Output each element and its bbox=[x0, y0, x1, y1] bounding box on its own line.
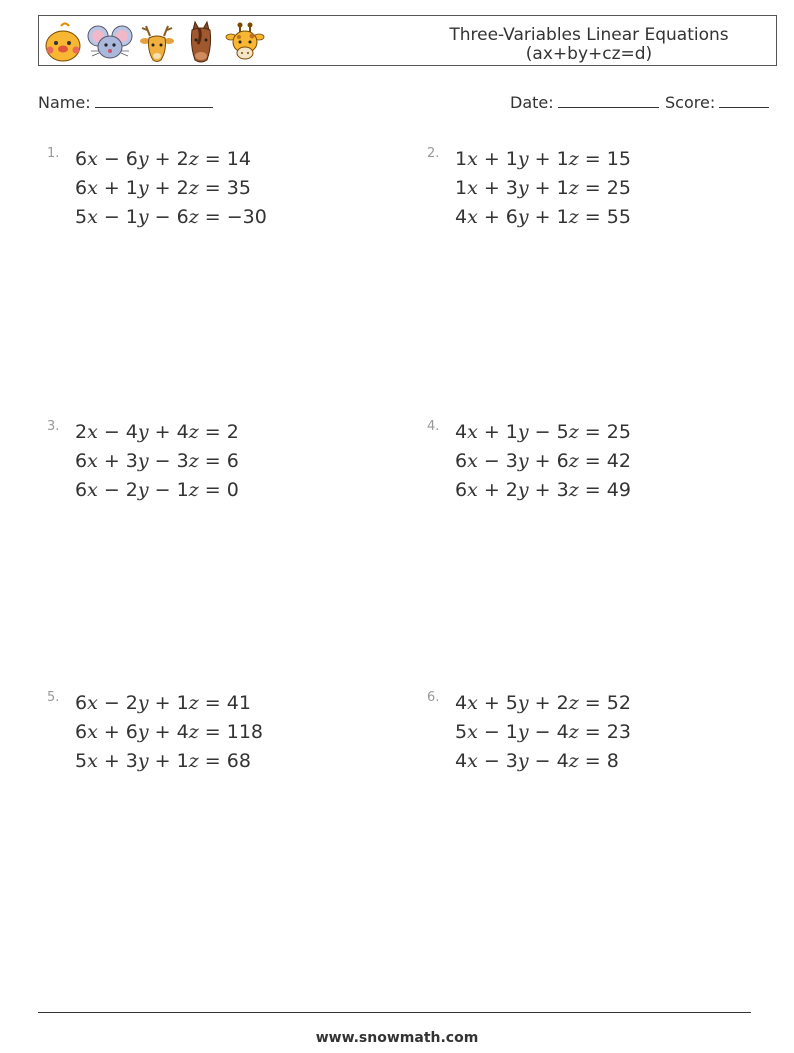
term: = 49 bbox=[578, 479, 631, 501]
term: + 1 bbox=[148, 692, 189, 714]
name-field bbox=[38, 93, 213, 112]
equation bbox=[455, 177, 631, 206]
equation bbox=[455, 206, 631, 235]
date-blank bbox=[558, 93, 659, 108]
variable: x bbox=[87, 177, 98, 199]
problem-number: 2. bbox=[427, 146, 440, 161]
variable: z bbox=[568, 721, 579, 743]
variable: y bbox=[137, 721, 149, 743]
term: − 3 bbox=[477, 450, 518, 472]
term: + 4 bbox=[148, 421, 189, 443]
variable: y bbox=[137, 750, 149, 772]
term: = 15 bbox=[578, 148, 631, 170]
term: + 2 bbox=[477, 479, 518, 501]
name-blank bbox=[95, 93, 213, 108]
term: − 5 bbox=[528, 421, 569, 443]
term: 6 bbox=[75, 479, 88, 501]
term: + 2 bbox=[148, 148, 189, 170]
term: − 2 bbox=[97, 479, 138, 501]
term: + 5 bbox=[477, 692, 518, 714]
equation bbox=[75, 148, 251, 177]
footer-site: www.snowmath.com bbox=[315, 1030, 479, 1046]
term: = 23 bbox=[578, 721, 631, 743]
variable: y bbox=[517, 148, 529, 170]
term: − 1 bbox=[477, 721, 518, 743]
term: = 42 bbox=[578, 450, 631, 472]
term: = −30 bbox=[198, 206, 267, 228]
variable: y bbox=[517, 692, 529, 714]
equation bbox=[75, 479, 239, 508]
variable: z bbox=[568, 479, 579, 501]
equation bbox=[75, 750, 251, 779]
mouse-icon bbox=[87, 20, 133, 64]
variable: y bbox=[517, 450, 529, 472]
term: + 3 bbox=[528, 479, 569, 501]
term: − 4 bbox=[528, 750, 569, 772]
variable: x bbox=[467, 450, 478, 472]
problem-number: 3. bbox=[47, 419, 60, 434]
term: + 1 bbox=[528, 177, 569, 199]
problem-6 bbox=[427, 690, 787, 930]
term: + 1 bbox=[97, 177, 138, 199]
chick-icon bbox=[43, 20, 83, 64]
variable: y bbox=[517, 177, 529, 199]
variable: x bbox=[87, 692, 98, 714]
variable: y bbox=[137, 692, 149, 714]
variable: x bbox=[87, 479, 98, 501]
term: + 2 bbox=[148, 177, 189, 199]
giraffe-icon bbox=[225, 20, 265, 64]
worksheet-title-block bbox=[439, 26, 739, 64]
term: = 25 bbox=[578, 421, 631, 443]
term: 6 bbox=[455, 450, 468, 472]
variable: z bbox=[568, 450, 579, 472]
equation bbox=[75, 692, 251, 721]
equation bbox=[455, 692, 631, 721]
term: + 3 bbox=[97, 450, 138, 472]
term: = 118 bbox=[198, 721, 264, 743]
variable: x bbox=[87, 450, 98, 472]
worksheet-title: Three-Variables Linear Equations bbox=[449, 25, 729, 45]
term: = 55 bbox=[578, 206, 631, 228]
problem-2 bbox=[427, 146, 787, 386]
problem-number: 1. bbox=[47, 146, 60, 161]
variable: x bbox=[87, 206, 98, 228]
variable: z bbox=[568, 692, 579, 714]
variable: y bbox=[137, 206, 149, 228]
variable: z bbox=[568, 148, 579, 170]
term: − 1 bbox=[148, 479, 189, 501]
term: 4 bbox=[455, 421, 468, 443]
footer-divider bbox=[38, 1012, 751, 1013]
variable: z bbox=[568, 177, 579, 199]
variable: z bbox=[188, 450, 199, 472]
term: − 6 bbox=[97, 148, 138, 170]
term: 2 bbox=[75, 421, 88, 443]
term: + 6 bbox=[97, 721, 138, 743]
worksheet-header bbox=[38, 15, 777, 66]
term: + 1 bbox=[528, 148, 569, 170]
variable: x bbox=[467, 148, 478, 170]
term: 4 bbox=[455, 692, 468, 714]
problem-number: 5. bbox=[47, 690, 60, 705]
term: − 4 bbox=[528, 721, 569, 743]
term: + 1 bbox=[477, 148, 518, 170]
variable: x bbox=[467, 750, 478, 772]
name-label: Name: bbox=[38, 93, 91, 112]
equation bbox=[455, 750, 619, 779]
equation bbox=[75, 177, 251, 206]
variable: z bbox=[188, 206, 199, 228]
problem-1 bbox=[47, 146, 407, 386]
term: 5 bbox=[455, 721, 468, 743]
term: − 1 bbox=[97, 206, 138, 228]
variable: y bbox=[517, 479, 529, 501]
term: 6 bbox=[455, 479, 468, 501]
term: = 35 bbox=[198, 177, 251, 199]
term: 6 bbox=[75, 721, 88, 743]
term: = 14 bbox=[198, 148, 251, 170]
variable: y bbox=[137, 148, 149, 170]
equation bbox=[455, 450, 631, 479]
term: + 1 bbox=[477, 421, 518, 443]
term: − 3 bbox=[148, 450, 189, 472]
equation bbox=[455, 721, 631, 750]
equation bbox=[75, 206, 267, 235]
date-field bbox=[510, 93, 659, 112]
term: + 1 bbox=[148, 750, 189, 772]
variable: z bbox=[188, 692, 199, 714]
date-label: Date: bbox=[510, 93, 554, 112]
problem-4 bbox=[427, 419, 787, 659]
term: = 25 bbox=[578, 177, 631, 199]
variable: x bbox=[467, 421, 478, 443]
score-label: Score: bbox=[665, 93, 716, 112]
variable: x bbox=[87, 750, 98, 772]
problem-number: 6. bbox=[427, 690, 440, 705]
term: = 52 bbox=[578, 692, 631, 714]
horse-icon bbox=[181, 20, 221, 64]
variable: x bbox=[467, 177, 478, 199]
equation bbox=[455, 421, 631, 450]
variable: x bbox=[87, 721, 98, 743]
term: + 2 bbox=[528, 692, 569, 714]
term: 4 bbox=[455, 206, 468, 228]
variable: x bbox=[87, 148, 98, 170]
term: − 2 bbox=[97, 692, 138, 714]
term: 6 bbox=[75, 692, 88, 714]
term: − 4 bbox=[97, 421, 138, 443]
variable: y bbox=[137, 421, 149, 443]
deer-icon bbox=[137, 20, 177, 64]
term: 1 bbox=[455, 177, 468, 199]
variable: y bbox=[517, 721, 529, 743]
term: 5 bbox=[75, 750, 88, 772]
variable: z bbox=[188, 421, 199, 443]
variable: y bbox=[137, 177, 149, 199]
score-field bbox=[665, 93, 769, 112]
variable: z bbox=[568, 750, 579, 772]
variable: z bbox=[188, 148, 199, 170]
variable: x bbox=[467, 721, 478, 743]
equation bbox=[455, 148, 631, 177]
variable: z bbox=[568, 421, 579, 443]
term: = 41 bbox=[198, 692, 251, 714]
equation bbox=[75, 721, 263, 750]
term: 1 bbox=[455, 148, 468, 170]
term: = 2 bbox=[198, 421, 239, 443]
term: 4 bbox=[455, 750, 468, 772]
equation bbox=[455, 479, 631, 508]
term: + 3 bbox=[97, 750, 138, 772]
term: + 1 bbox=[528, 206, 569, 228]
term: 6 bbox=[75, 177, 88, 199]
animal-icons bbox=[43, 20, 273, 64]
variable: y bbox=[517, 750, 529, 772]
term: 6 bbox=[75, 450, 88, 472]
problem-number: 4. bbox=[427, 419, 440, 434]
variable: y bbox=[517, 206, 529, 228]
problem-5 bbox=[47, 690, 407, 930]
variable: x bbox=[87, 421, 98, 443]
term: = 0 bbox=[198, 479, 239, 501]
variable: y bbox=[137, 479, 149, 501]
worksheet-subtitle: (ax+by+cz=d) bbox=[525, 44, 653, 64]
term: − 6 bbox=[148, 206, 189, 228]
variable: z bbox=[188, 721, 199, 743]
variable: x bbox=[467, 479, 478, 501]
variable: z bbox=[568, 206, 579, 228]
score-blank bbox=[719, 93, 769, 108]
variable: y bbox=[517, 421, 529, 443]
variable: y bbox=[137, 450, 149, 472]
term: = 68 bbox=[198, 750, 251, 772]
variable: z bbox=[188, 177, 199, 199]
term: + 6 bbox=[477, 206, 518, 228]
variable: x bbox=[467, 206, 478, 228]
term: + 3 bbox=[477, 177, 518, 199]
equation bbox=[75, 421, 239, 450]
variable: x bbox=[467, 692, 478, 714]
term: − 3 bbox=[477, 750, 518, 772]
variable: z bbox=[188, 750, 199, 772]
term: + 6 bbox=[528, 450, 569, 472]
variable: z bbox=[188, 479, 199, 501]
term: = 6 bbox=[198, 450, 239, 472]
term: 6 bbox=[75, 148, 88, 170]
problem-3 bbox=[47, 419, 407, 659]
term: + 4 bbox=[148, 721, 189, 743]
term: 5 bbox=[75, 206, 88, 228]
equation bbox=[75, 450, 239, 479]
term: = 8 bbox=[578, 750, 619, 772]
